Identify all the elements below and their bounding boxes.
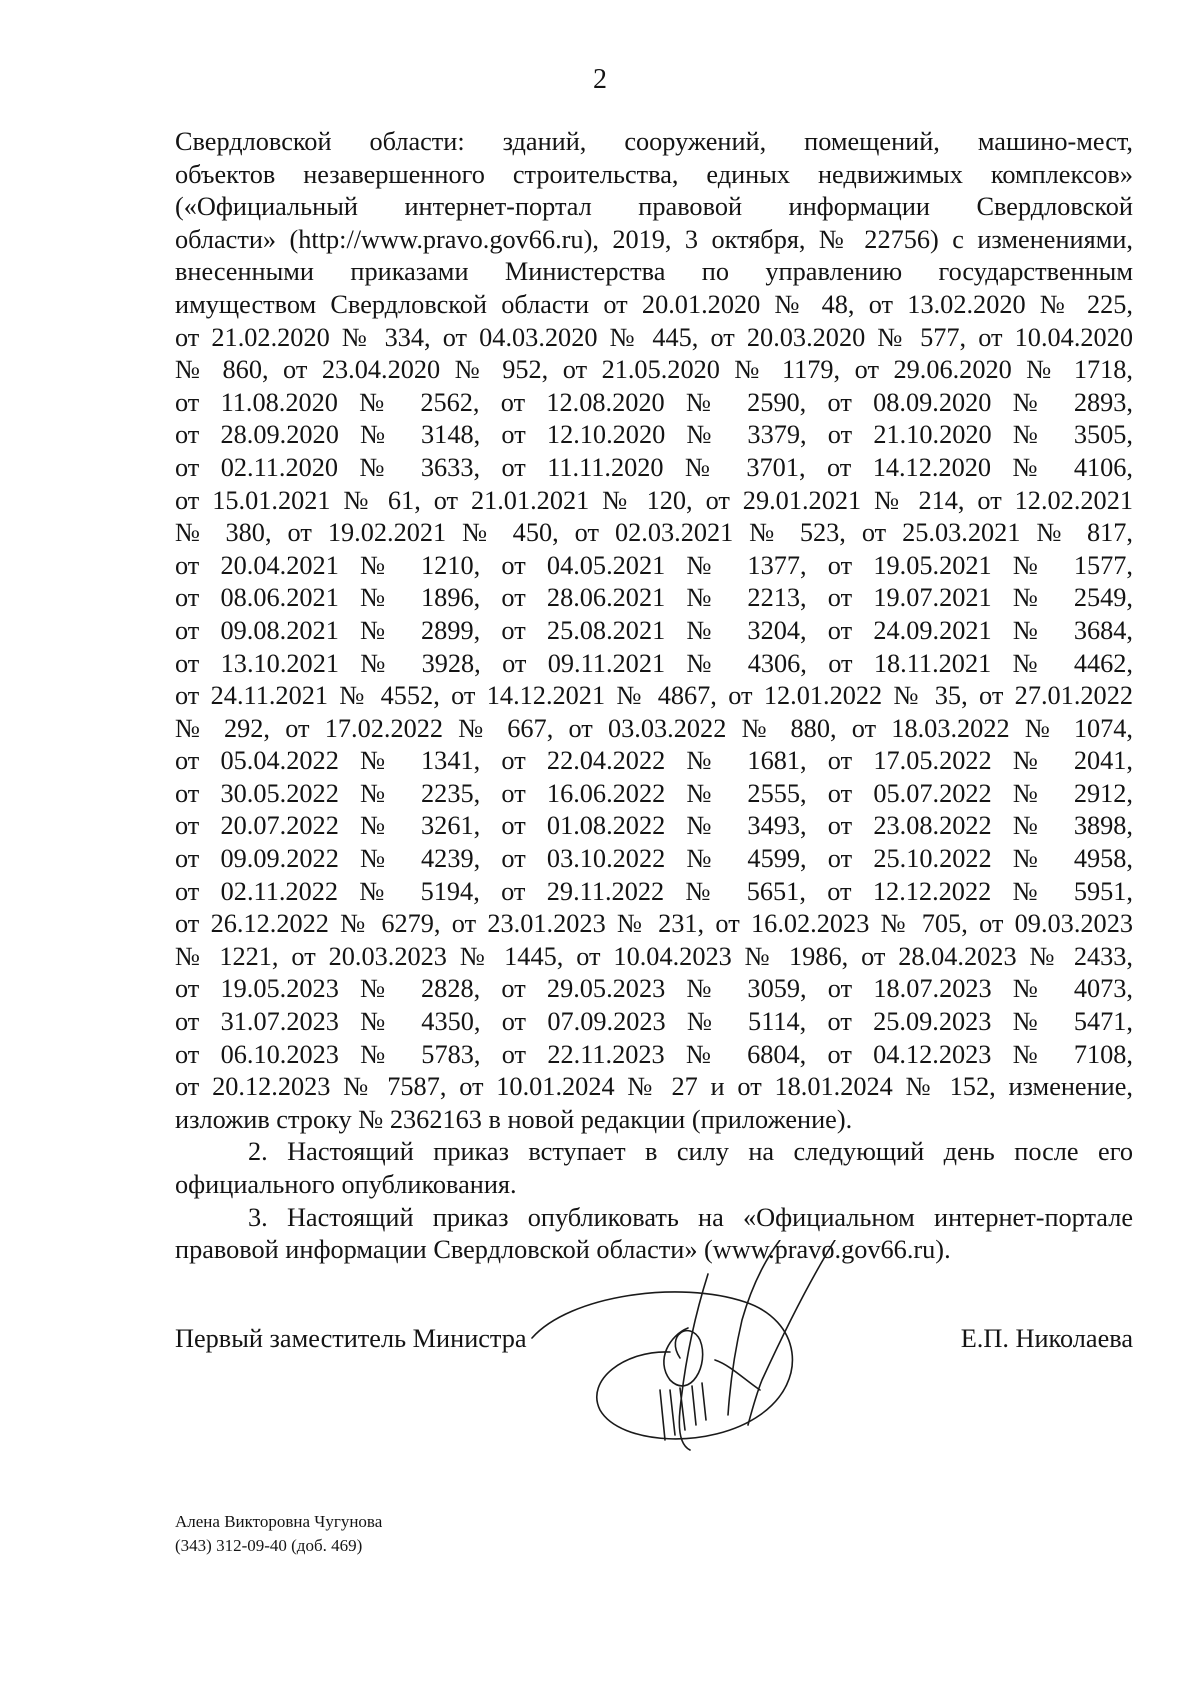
body-line: от 11.08.2020 № 2562, от 12.08.2020 № 2590, от 08.09.2020 № 2893, — [175, 387, 1133, 417]
body-line: от 24.11.2021 № 4552, от 14.12.2021 № 4867, от 12.01.2022 № 35, от 27.01.2022 — [175, 681, 1133, 711]
body-line: имуществом Свердловской области от 20.01.2020 № 48, от 13.02.2020 № 225, — [175, 289, 1133, 319]
body-line: № 1221, от 20.03.2023 № 1445, от 10.04.2023 № 1986, от 28.04.2023 № 2433, — [175, 941, 1133, 971]
body-line: № 380, от 19.02.2021 № 450, от 02.03.2021 № 523, от 25.03.2021 № 817, — [175, 518, 1133, 548]
body-line: от 20.12.2023 № 7587, от 10.01.2024 № 27 и от 18.01.2024 № 152, изменение, — [175, 1072, 1133, 1102]
body-line: от 20.04.2021 № 1210, от 04.05.2021 № 1377, от 19.05.2021 № 1577, — [175, 550, 1133, 580]
body-line: («Официальный интернет-портал правовой информации Свердловской — [175, 192, 1133, 222]
body-line: изложив строку № 2362163 в новой редакции (приложение). — [175, 1104, 853, 1134]
handwritten-signature — [530, 1240, 850, 1470]
paragraph-3-line: 3. Настоящий приказ опубликовать на «Официальном интернет-портале — [248, 1202, 1133, 1232]
body-line: области» (http://www.pravo.gov66.ru), 2019, 3 октября, № 22756) с изменениями, — [175, 224, 1133, 254]
body-line: объектов незавершенного строительства, единых недвижимых комплексов» — [175, 159, 1133, 189]
body-line: от 05.04.2022 № 1341, от 22.04.2022 № 1681, от 17.05.2022 № 2041, — [175, 746, 1133, 776]
body-line: от 13.10.2021 № 3928, от 09.11.2021 № 4306, от 18.11.2021 № 4462, — [175, 648, 1133, 678]
body-line: от 30.05.2022 № 2235, от 16.06.2022 № 2555, от 05.07.2022 № 2912, — [175, 778, 1133, 808]
body-line: от 09.08.2021 № 2899, от 25.08.2021 № 3204, от 24.09.2021 № 3684, — [175, 615, 1133, 645]
body-line: № 292, от 17.02.2022 № 667, от 03.03.2022 № 880, от 18.03.2022 № 1074, — [175, 713, 1133, 743]
body-line: от 09.09.2022 № 4239, от 03.10.2022 № 4599, от 25.10.2022 № 4958, — [175, 844, 1133, 874]
body-line: Свердловской области: зданий, сооружений, помещений, машино-мест, — [175, 127, 1133, 156]
body-line: внесенными приказами Министерства по управлению государственным — [175, 257, 1133, 287]
document-body — [175, 126, 1133, 1267]
body-line: от 15.01.2021 № 61, от 21.01.2021 № 120, от 29.01.2021 № 214, от 12.02.2021 — [175, 485, 1133, 515]
body-line: от 21.02.2020 № 334, от 04.03.2020 № 445, от 20.03.2020 № 577, от 10.04.2020 — [175, 322, 1133, 352]
body-line: от 31.07.2023 № 4350, от 07.09.2023 № 5114, от 25.09.2023 № 5471, — [175, 1007, 1133, 1037]
contact-name: Алена Викторовна Чугунова — [175, 1512, 383, 1531]
body-line: от 20.07.2022 № 3261, от 01.08.2022 № 3493, от 23.08.2022 № 3898, — [175, 811, 1133, 841]
signatory-title: Первый заместитель Министра — [175, 1324, 527, 1353]
page-number: 2 — [593, 64, 607, 95]
body-line: от 02.11.2022 № 5194, от 29.11.2022 № 5651, от 12.12.2022 № 5951, — [175, 876, 1133, 906]
signatory-name: Е.П. Николаева — [960, 1324, 1133, 1353]
body-line: от 19.05.2023 № 2828, от 29.05.2023 № 3059, от 18.07.2023 № 4073, — [175, 974, 1133, 1004]
paragraph-2-line: официального опубликования. — [175, 1170, 517, 1199]
paragraph-2-line: 2. Настоящий приказ вступает в силу на следующий день после его — [248, 1137, 1133, 1167]
contact-block — [175, 1510, 382, 1558]
paragraph-3-line: правовой информации Свердловской области» (www.pravo.gov66.ru). — [175, 1235, 951, 1265]
body-line: от 02.11.2020 № 3633, от 11.11.2020 № 3701, от 14.12.2020 № 4106, — [175, 452, 1133, 482]
body-line: от 28.09.2020 № 3148, от 12.10.2020 № 3379, от 21.10.2020 № 3505, — [175, 420, 1133, 450]
body-line: от 06.10.2023 № 5783, от 22.11.2023 № 6804, от 04.12.2023 № 7108, — [175, 1039, 1133, 1069]
body-line: от 08.06.2021 № 1896, от 28.06.2021 № 2213, от 19.07.2021 № 2549, — [175, 583, 1133, 613]
contact-phone: (343) 312-09-40 (доб. 469) — [175, 1536, 363, 1555]
body-line: от 26.12.2022 № 6279, от 23.01.2023 № 231, от 16.02.2023 № 705, от 09.03.2023 — [175, 909, 1133, 939]
body-line: № 860, от 23.04.2020 № 952, от 21.05.2020 № 1179, от 29.06.2020 № 1718, — [175, 355, 1133, 385]
